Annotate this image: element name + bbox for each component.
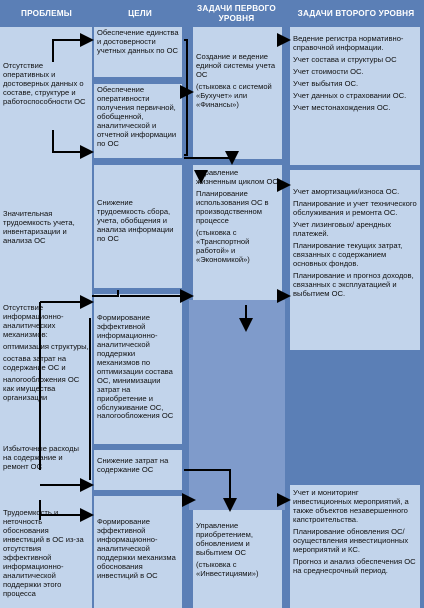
task1-accounting-system-title: Создание и ведение единой системы учета ОС	[196, 52, 276, 79]
task2-leasing: Учет лизинговых/ арендных платежей.	[293, 219, 392, 238]
problem-excess-costs: Избыточные расходы на содержание и ремонт ОС	[3, 444, 79, 471]
goal-investment-support-text: Формирование эффективной информационно-аналитической поддержки механизма обоснования инвестиций в ОС	[97, 517, 176, 580]
goal-info-speed-text: Обеспечение оперативности получения первичной, обобщенной, аналитической и отчетной информации по ОС	[97, 85, 177, 148]
problem-labor-intensity: Значительная трудоемкость учета, инвентаризации и анализа ОС	[3, 209, 75, 245]
task2-cost: Учет стоимости ОС.	[293, 66, 364, 76]
task2-insurance: Учет данных о страховании ОС.	[293, 90, 407, 100]
task1-usage-planning: Планирование использования ОС в производственном процессе	[196, 188, 269, 225]
task2-disposal: Учет выбытия ОС.	[293, 78, 359, 88]
header-tasks-level-2: ЗАДАЧИ ВТОРОГО УРОВНЯ	[297, 8, 415, 18]
header-problems: ПРОБЛЕМЫ	[21, 8, 72, 18]
task1-lifecycle-note: (стыковка с «Транспортной работой» и «Экономикой»)	[196, 227, 250, 264]
task2-renewal-planning: Планирование обновления ОС/осуществления инвестиционных мероприятий и КС.	[293, 526, 409, 554]
problem-taxation: налогообложения ОС как имущества организации	[3, 374, 80, 402]
task2-maintenance-planning: Планирование и учет технического обслуживания и ремонта ОС.	[293, 198, 417, 217]
task2-provision-forecast: Прогноз и анализ обеспечения ОС на среднесрочный период.	[293, 556, 416, 575]
problem-no-mechanisms-title: Отсутствие информационно-аналитических механизмов:	[3, 303, 64, 339]
task1-acquisition-note: (стыковка с «Инвестициями»)	[196, 559, 259, 578]
task2-income-forecast: Планирование и прогноз доходов, связанных с эксплуатацией и выбытием ОС.	[293, 270, 414, 298]
task2-current-costs: Планирование текущих затрат, связанных с содержанием основных фондов.	[293, 240, 403, 268]
task2-depreciation: Учет амортизации/износа ОС.	[293, 187, 400, 196]
goal-reduce-labor-text: Снижение трудоемкость сбора, учета, обобщения и анализа информации по ОС	[97, 198, 174, 243]
task2-nsi-registry: Ведение регистра нормативно-справочной информации.	[293, 34, 404, 52]
bracket-g1-g2	[184, 40, 187, 155]
header-goals: ЦЕЛИ	[128, 8, 152, 18]
task2-location: Учет местонахождения ОС.	[293, 102, 391, 112]
arrow-p1-g2	[53, 130, 92, 152]
arrow-g5-acquisition	[184, 470, 230, 510]
task2-investment-monitoring: Учет и мониторинг инвестиционных мероприятий, а также объектов незавершенного капстроительства.	[293, 488, 409, 524]
problem-data-lack: Отсутствие оперативных и достоверных данных о составе, структуре и работоспособности ОС	[3, 61, 86, 106]
task2-composition: Учет состава и структуры ОС	[293, 54, 397, 64]
task1-acquisition-title: Управление приобретением, обновлением и выбытием ОС	[196, 521, 253, 557]
problem-investment: Трудоемкость и неточность обоснования инвестиций в ОС из-за отсутствия эффективной информационно-аналитической поддержки этого процесса	[3, 508, 84, 598]
problem-cost-composition: состава затрат на содержание ОС и	[3, 353, 67, 372]
header-tasks-level-1: ЗАДАЧИ ПЕРВОГО УРОВНЯ	[197, 4, 276, 23]
goal-reduce-costs-text: Снижение затрат на содержание ОС	[97, 456, 169, 474]
task1-accounting-system-note: (стыковка с системой «Бухучет» или «Финансы»)	[196, 81, 272, 109]
arrow-p1-g1	[53, 40, 92, 62]
task1-lifecycle-title: Управление жизненным циклом ОС	[196, 168, 278, 186]
arrow-g2-lifecycle	[184, 158, 232, 163]
problem-structure-optimization: оптимизация структуры,	[3, 341, 89, 351]
goal-data-unity-text: Обеспечение единства и достоверности учетных данных по ОС	[97, 28, 179, 55]
link-p2-g3	[92, 290, 118, 296]
goal-analytic-support-text: Формирование эффективной информационно-аналитической поддержки механизмов по оптимизации состава ОС, минимизации затрат на приобретение и обслуживание ОС, налогообложения ОС	[97, 313, 174, 421]
